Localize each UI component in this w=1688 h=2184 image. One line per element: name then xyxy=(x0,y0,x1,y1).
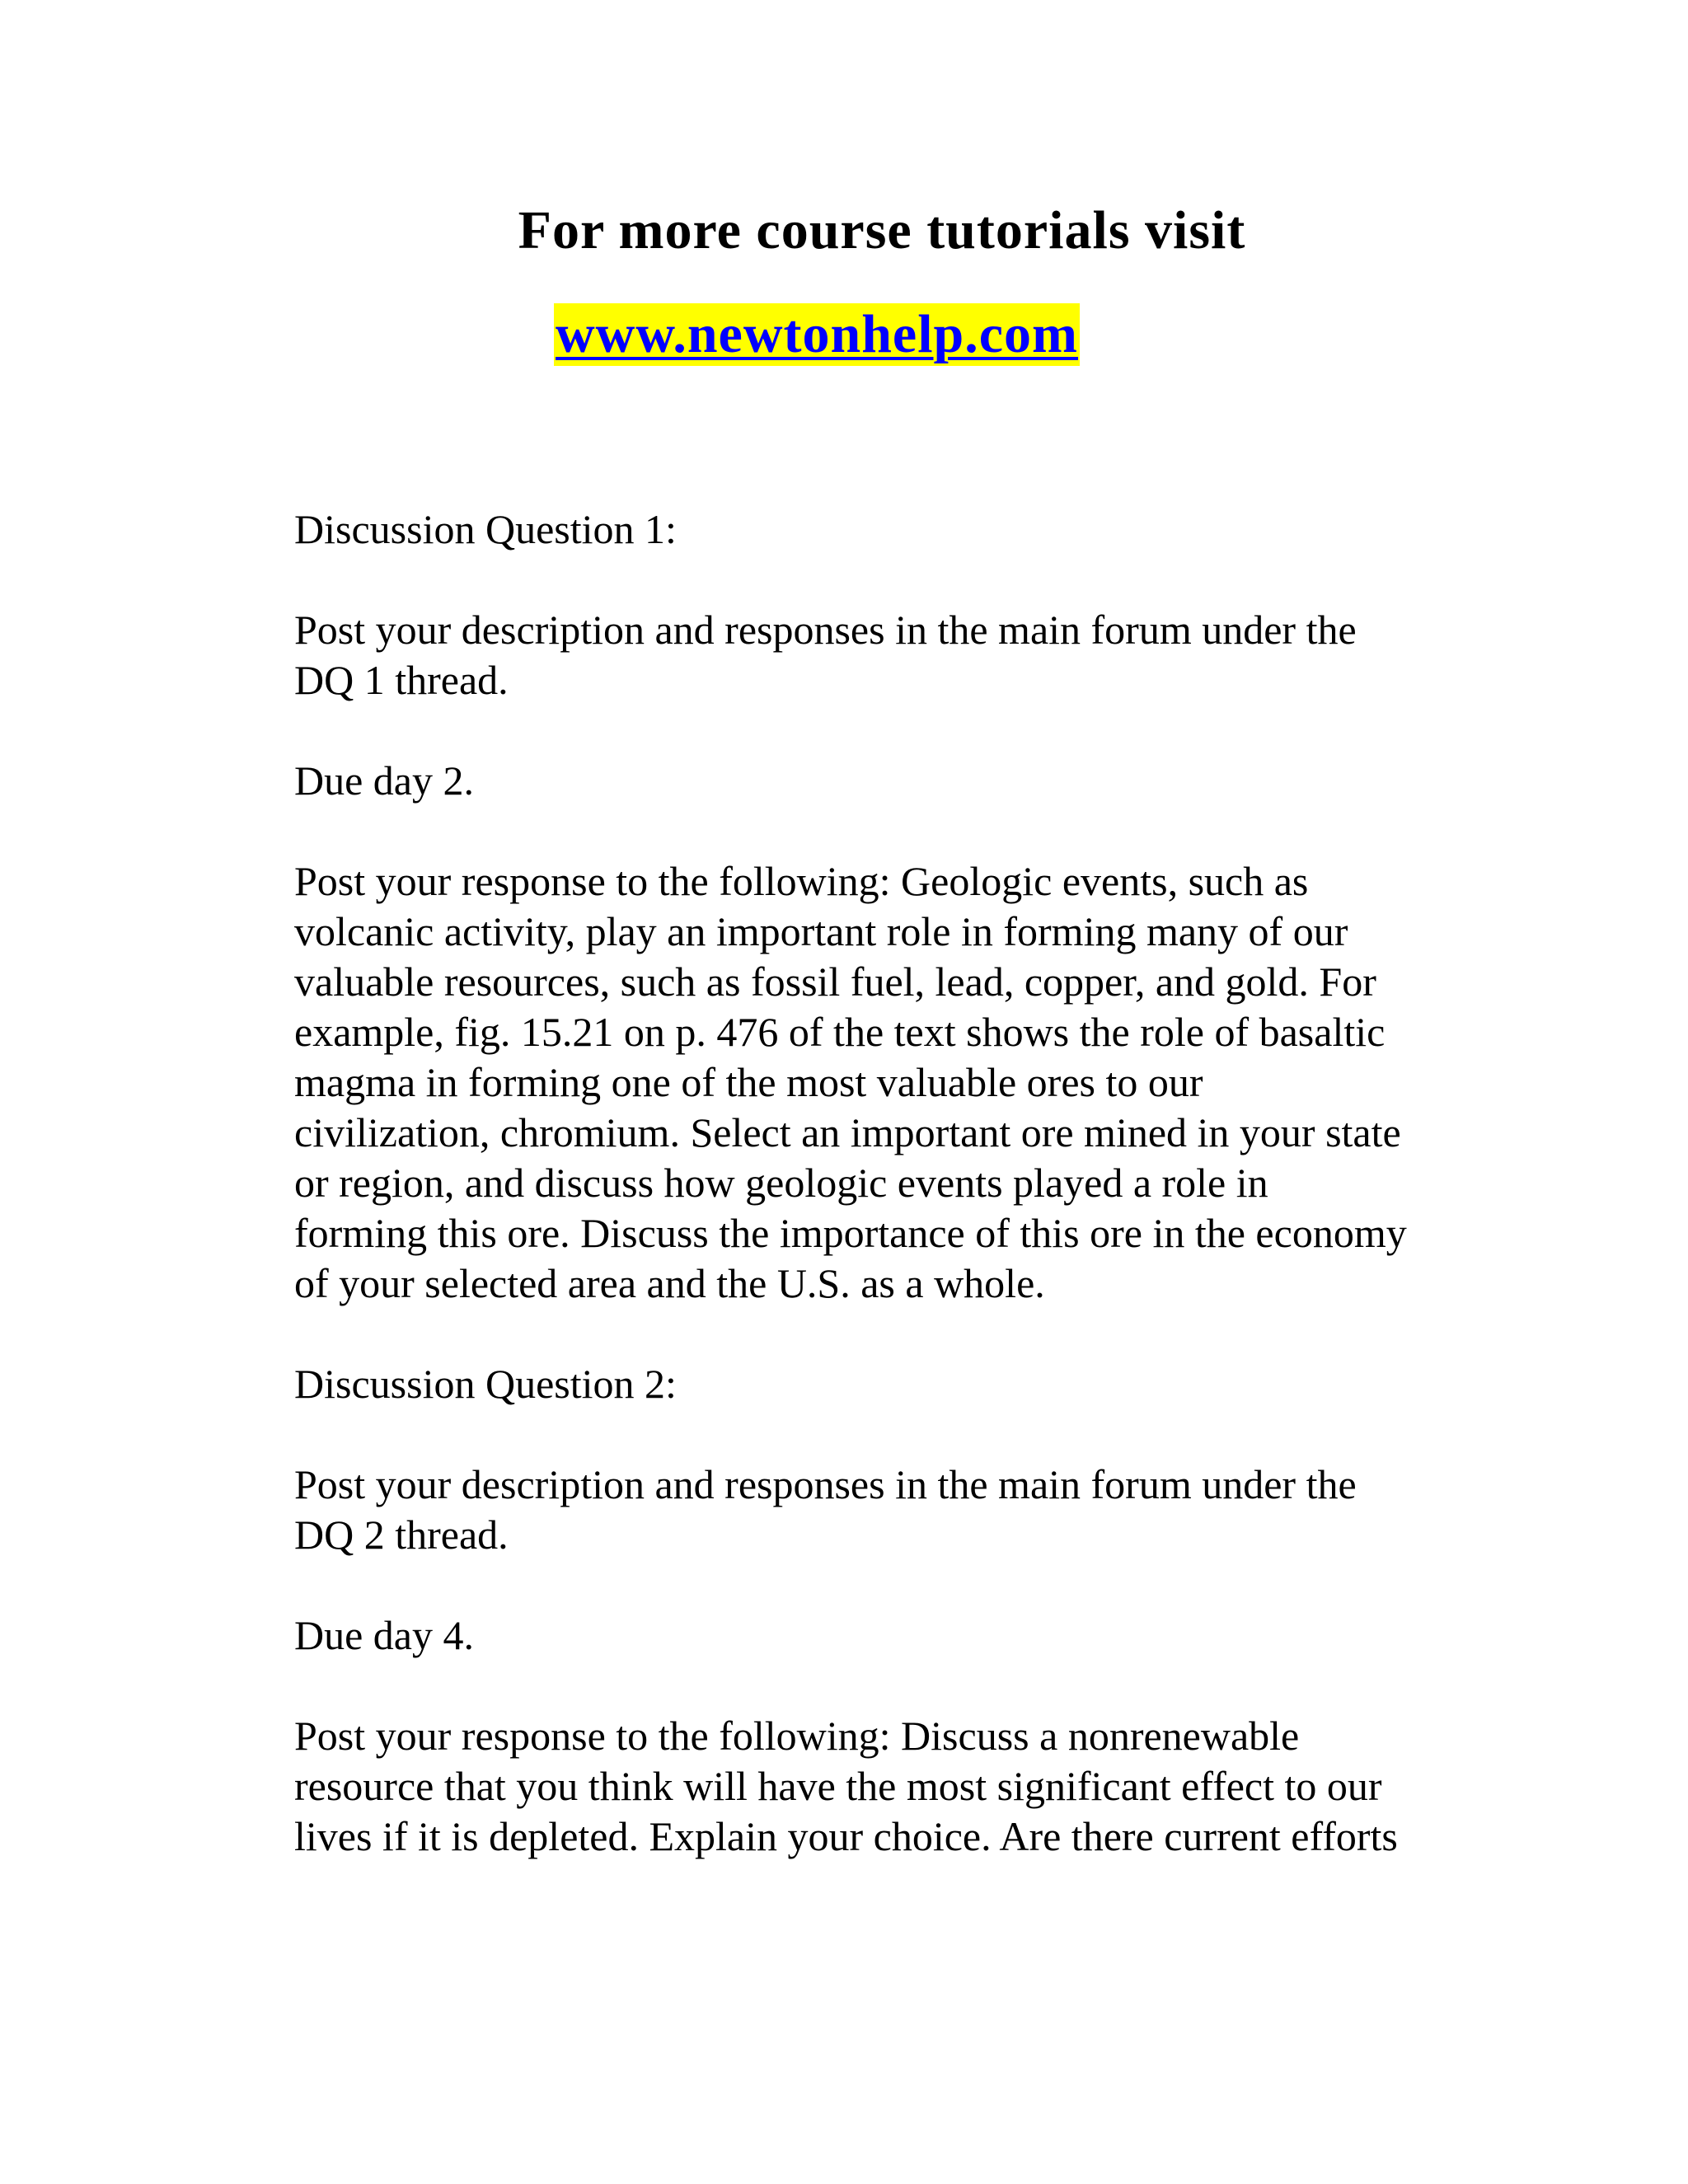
document-body xyxy=(294,504,1473,1862)
text-line: lives if it is depleted. Explain your choice. Are there current efforts xyxy=(294,1813,1398,1859)
paragraph-dq1-due xyxy=(294,756,1473,806)
paragraph-dq1-instructions xyxy=(294,605,1473,705)
text-line: DQ 1 thread. xyxy=(294,657,509,703)
website-link[interactable]: www.newtonhelp.com xyxy=(556,304,1079,364)
text-line: Due day 4. xyxy=(294,1612,474,1658)
text-line: Post your response to the following: Geologic events, such as xyxy=(294,858,1309,904)
text-line: forming this ore. Discuss the importance of this ore in the economy xyxy=(294,1210,1407,1256)
text-line: magma in forming one of the most valuable ores to our xyxy=(294,1059,1203,1105)
text-line: Post your description and responses in the main forum under the xyxy=(294,607,1357,653)
text-line: civilization, chromium. Select an important ore mined in your state xyxy=(294,1109,1401,1155)
text-line: Post your response to the following: Discuss a nonrenewable xyxy=(294,1713,1300,1759)
text-line: resource that you think will have the most significant effect to our xyxy=(294,1763,1382,1809)
text-line: valuable resources, such as fossil fuel, lead, copper, and gold. For xyxy=(294,958,1376,1005)
text-line: volcanic activity, play an important role in forming many of our xyxy=(294,908,1348,954)
website-link-container xyxy=(554,303,1080,369)
paragraph-dq2-due xyxy=(294,1610,1473,1661)
text-line: Due day 2. xyxy=(294,757,474,804)
paragraph-dq2-instructions xyxy=(294,1460,1473,1560)
text-line: example, fig. 15.21 on p. 476 of the text shows the role of basaltic xyxy=(294,1009,1386,1055)
page-heading: For more course tutorials visit xyxy=(518,200,1246,260)
paragraph-dq1-title xyxy=(294,504,1473,555)
paragraph-dq2-prompt xyxy=(294,1711,1473,1862)
text-line: Discussion Question 1: xyxy=(294,506,677,552)
text-line: or region, and discuss how geologic events played a role in xyxy=(294,1160,1268,1206)
text-line: DQ 2 thread. xyxy=(294,1511,509,1558)
paragraph-dq2-title xyxy=(294,1359,1473,1409)
text-line: of your selected area and the U.S. as a whole. xyxy=(294,1260,1045,1306)
paragraph-dq1-prompt xyxy=(294,856,1473,1309)
text-line: Discussion Question 2: xyxy=(294,1361,677,1407)
text-line: Post your description and responses in the main forum under the xyxy=(294,1461,1357,1507)
